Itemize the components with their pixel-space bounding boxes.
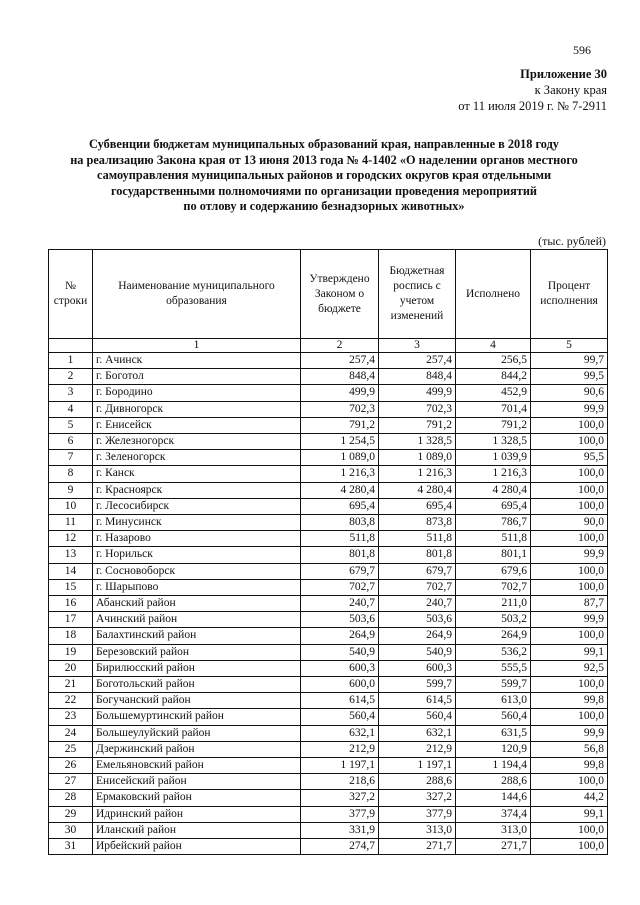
- municipality-name: г. Енисейск: [93, 417, 301, 433]
- page-number: 596: [573, 43, 591, 57]
- execution-percent: 92,5: [531, 660, 608, 676]
- table-row: [49, 498, 608, 514]
- table-row: [49, 741, 608, 757]
- execution-percent: 100,0: [531, 434, 608, 450]
- execution-percent: 99,5: [531, 369, 608, 385]
- column-numbers-row: [49, 339, 608, 353]
- execution-percent: 99,1: [531, 644, 608, 660]
- budget-amount: 1 197,1: [379, 758, 456, 774]
- row-number: 12: [49, 531, 93, 547]
- column-number: 3: [379, 339, 456, 353]
- municipality-name: Богучанский район: [93, 693, 301, 709]
- approved-amount: 801,8: [301, 547, 379, 563]
- approved-amount: 600,3: [301, 660, 379, 676]
- budget-amount: 599,7: [379, 677, 456, 693]
- execution-percent: 100,0: [531, 839, 608, 855]
- table-row: [49, 434, 608, 450]
- approved-amount: 327,2: [301, 790, 379, 806]
- executed-amount: 503,2: [456, 612, 531, 628]
- municipality-name: г. Сосновоборск: [93, 563, 301, 579]
- municipality-name: Березовский район: [93, 644, 301, 660]
- row-number: 3: [49, 385, 93, 401]
- budget-amount: 503,6: [379, 612, 456, 628]
- approved-amount: 257,4: [301, 353, 379, 369]
- executed-amount: 264,9: [456, 628, 531, 644]
- budget-amount: 702,3: [379, 401, 456, 417]
- title-line: по отлову и содержанию безнадзорных животных»: [183, 199, 465, 213]
- municipality-name: Енисейский район: [93, 774, 301, 790]
- approved-amount: 503,6: [301, 612, 379, 628]
- budget-amount: 791,2: [379, 417, 456, 433]
- row-number: 22: [49, 693, 93, 709]
- title-line: государственными полномочиями по организации проведения мероприятий: [110, 183, 538, 198]
- municipality-name: Бирилюсский район: [93, 660, 301, 676]
- header-executed: Исполнено: [456, 250, 531, 339]
- budget-amount: 1 328,5: [379, 434, 456, 450]
- municipality-name: Боготольский район: [93, 677, 301, 693]
- table-row: [49, 547, 608, 563]
- execution-percent: 95,5: [531, 450, 608, 466]
- budget-amount: 313,0: [379, 822, 456, 838]
- approved-amount: 377,9: [301, 806, 379, 822]
- table-row: [49, 466, 608, 482]
- executed-amount: 613,0: [456, 693, 531, 709]
- row-number: 5: [49, 417, 93, 433]
- execution-percent: 100,0: [531, 466, 608, 482]
- appendix-block: [458, 66, 607, 114]
- row-number: 31: [49, 839, 93, 855]
- column-number: 5: [531, 339, 608, 353]
- budget-amount: 873,8: [379, 515, 456, 531]
- municipality-name: Балахтинский район: [93, 628, 301, 644]
- executed-amount: 560,4: [456, 709, 531, 725]
- execution-percent: 56,8: [531, 741, 608, 757]
- executed-amount: 374,4: [456, 806, 531, 822]
- table-row: [49, 660, 608, 676]
- table-row: [49, 596, 608, 612]
- table-row: [49, 612, 608, 628]
- executed-amount: 679,6: [456, 563, 531, 579]
- approved-amount: 1 089,0: [301, 450, 379, 466]
- row-number: 27: [49, 774, 93, 790]
- row-number: 2: [49, 369, 93, 385]
- approved-amount: 511,8: [301, 531, 379, 547]
- executed-amount: 288,6: [456, 774, 531, 790]
- title-line: на реализацию Закона края от 13 июня 2013 года № 4-1402 «О наделении органов местного: [70, 152, 578, 167]
- municipality-name: г. Бородино: [93, 385, 301, 401]
- table-row: [49, 790, 608, 806]
- municipality-name: Емельяновский район: [93, 758, 301, 774]
- budget-amount: 1 216,3: [379, 466, 456, 482]
- row-number: 28: [49, 790, 93, 806]
- table-row: [49, 369, 608, 385]
- executed-amount: 555,5: [456, 660, 531, 676]
- executed-amount: 536,2: [456, 644, 531, 660]
- table-row: [49, 725, 608, 741]
- row-number: 23: [49, 709, 93, 725]
- execution-percent: 100,0: [531, 498, 608, 514]
- approved-amount: 560,4: [301, 709, 379, 725]
- row-number: 20: [49, 660, 93, 676]
- execution-percent: 100,0: [531, 774, 608, 790]
- table-row: [49, 563, 608, 579]
- municipality-name: г. Назарово: [93, 531, 301, 547]
- execution-percent: 100,0: [531, 709, 608, 725]
- approved-amount: 540,9: [301, 644, 379, 660]
- execution-percent: 99,9: [531, 547, 608, 563]
- approved-amount: 679,7: [301, 563, 379, 579]
- approved-amount: 1 216,3: [301, 466, 379, 482]
- budget-amount: 702,7: [379, 579, 456, 595]
- row-number: 10: [49, 498, 93, 514]
- executed-amount: 631,5: [456, 725, 531, 741]
- budget-amount: 848,4: [379, 369, 456, 385]
- table-header-row: [49, 250, 608, 339]
- budget-amount: 240,7: [379, 596, 456, 612]
- table-row: [49, 450, 608, 466]
- header-name: Наименование муниципального образования: [93, 250, 301, 339]
- executed-amount: 702,7: [456, 579, 531, 595]
- row-number: 25: [49, 741, 93, 757]
- table-row: [49, 353, 608, 369]
- municipality-name: г. Дивногорск: [93, 401, 301, 417]
- row-number: 16: [49, 596, 93, 612]
- municipality-name: Ачинский район: [93, 612, 301, 628]
- row-number: 13: [49, 547, 93, 563]
- execution-percent: 44,2: [531, 790, 608, 806]
- execution-percent: 99,9: [531, 725, 608, 741]
- execution-percent: 100,0: [531, 531, 608, 547]
- municipality-name: г. Минусинск: [93, 515, 301, 531]
- row-number: 11: [49, 515, 93, 531]
- approved-amount: 702,7: [301, 579, 379, 595]
- approved-amount: 4 280,4: [301, 482, 379, 498]
- approved-amount: 1 254,5: [301, 434, 379, 450]
- execution-percent: 87,7: [531, 596, 608, 612]
- municipality-name: Абанский район: [93, 596, 301, 612]
- table-row: [49, 531, 608, 547]
- execution-percent: 100,0: [531, 482, 608, 498]
- row-number: 14: [49, 563, 93, 579]
- municipality-name: г. Зеленогорск: [93, 450, 301, 466]
- executed-amount: 599,7: [456, 677, 531, 693]
- table-row: [49, 644, 608, 660]
- approved-amount: 791,2: [301, 417, 379, 433]
- table-row: [49, 822, 608, 838]
- table-row: [49, 401, 608, 417]
- approved-amount: 848,4: [301, 369, 379, 385]
- header-percent: Процент исполнения: [531, 250, 608, 339]
- budget-amount: 257,4: [379, 353, 456, 369]
- executed-amount: 786,7: [456, 515, 531, 531]
- header-budget: Бюджетная роспись с учетом изменений: [379, 250, 456, 339]
- municipality-name: Ирбейский район: [93, 839, 301, 855]
- executed-amount: 271,7: [456, 839, 531, 855]
- executed-amount: 144,6: [456, 790, 531, 806]
- budget-amount: 679,7: [379, 563, 456, 579]
- budget-amount: 632,1: [379, 725, 456, 741]
- execution-percent: 100,0: [531, 563, 608, 579]
- executed-amount: 791,2: [456, 417, 531, 433]
- column-number: 1: [93, 339, 301, 353]
- municipality-name: г. Железногорск: [93, 434, 301, 450]
- municipality-name: Большеулуйский район: [93, 725, 301, 741]
- approved-amount: 600,0: [301, 677, 379, 693]
- executed-amount: 695,4: [456, 498, 531, 514]
- approved-amount: 212,9: [301, 741, 379, 757]
- execution-percent: 100,0: [531, 417, 608, 433]
- table-row: [49, 774, 608, 790]
- row-number: 17: [49, 612, 93, 628]
- subsidies-table: [48, 249, 608, 855]
- executed-amount: 211,0: [456, 596, 531, 612]
- municipality-name: г. Ачинск: [93, 353, 301, 369]
- header-no: № строки: [49, 250, 93, 339]
- row-number: 8: [49, 466, 93, 482]
- execution-percent: 100,0: [531, 628, 608, 644]
- municipality-name: г. Шарыпово: [93, 579, 301, 595]
- execution-percent: 100,0: [531, 677, 608, 693]
- budget-amount: 560,4: [379, 709, 456, 725]
- budget-amount: 499,9: [379, 385, 456, 401]
- executed-amount: 1 039,9: [456, 450, 531, 466]
- executed-amount: 1 216,3: [456, 466, 531, 482]
- approved-amount: 702,3: [301, 401, 379, 417]
- budget-amount: 377,9: [379, 806, 456, 822]
- executed-amount: 4 280,4: [456, 482, 531, 498]
- execution-percent: 90,6: [531, 385, 608, 401]
- row-number: 15: [49, 579, 93, 595]
- executed-amount: 1 328,5: [456, 434, 531, 450]
- execution-percent: 90,0: [531, 515, 608, 531]
- execution-percent: 99,9: [531, 401, 608, 417]
- table-row: [49, 417, 608, 433]
- column-number: 2: [301, 339, 379, 353]
- execution-percent: 100,0: [531, 822, 608, 838]
- row-number: 24: [49, 725, 93, 741]
- appendix-title: Приложение 30: [520, 67, 607, 81]
- budget-amount: 212,9: [379, 741, 456, 757]
- municipality-name: г. Норильск: [93, 547, 301, 563]
- row-number: 19: [49, 644, 93, 660]
- municipality-name: Иланский район: [93, 822, 301, 838]
- executed-amount: 511,8: [456, 531, 531, 547]
- budget-amount: 600,3: [379, 660, 456, 676]
- appendix-line2: от 11 июля 2019 г. № 7-2911: [458, 99, 607, 113]
- table-body: [49, 353, 608, 855]
- column-number: [49, 339, 93, 353]
- municipality-name: Ермаковский район: [93, 790, 301, 806]
- approved-amount: 614,5: [301, 693, 379, 709]
- execution-percent: 99,7: [531, 353, 608, 369]
- units-label: (тыс. рублей): [538, 234, 606, 248]
- table-row: [49, 482, 608, 498]
- row-number: 4: [49, 401, 93, 417]
- approved-amount: 264,9: [301, 628, 379, 644]
- executed-amount: 701,4: [456, 401, 531, 417]
- budget-amount: 4 280,4: [379, 482, 456, 498]
- executed-amount: 844,2: [456, 369, 531, 385]
- approved-amount: 499,9: [301, 385, 379, 401]
- approved-amount: 803,8: [301, 515, 379, 531]
- approved-amount: 695,4: [301, 498, 379, 514]
- row-number: 7: [49, 450, 93, 466]
- table-row: [49, 693, 608, 709]
- budget-amount: 264,9: [379, 628, 456, 644]
- table-row: [49, 579, 608, 595]
- municipality-name: г. Лесосибирск: [93, 498, 301, 514]
- appendix-line1: к Закону края: [534, 83, 607, 97]
- title-line: самоуправления муниципальных районов и городских округов края отдельными: [96, 168, 552, 182]
- approved-amount: 274,7: [301, 839, 379, 855]
- table-row: [49, 515, 608, 531]
- row-number: 29: [49, 806, 93, 822]
- executed-amount: 801,1: [456, 547, 531, 563]
- municipality-name: Идринский район: [93, 806, 301, 822]
- table-row: [49, 709, 608, 725]
- table-row: [49, 677, 608, 693]
- approved-amount: 218,6: [301, 774, 379, 790]
- budget-amount: 288,6: [379, 774, 456, 790]
- table-row: [49, 806, 608, 822]
- column-number: 4: [456, 339, 531, 353]
- budget-amount: 540,9: [379, 644, 456, 660]
- approved-amount: 632,1: [301, 725, 379, 741]
- budget-amount: 271,7: [379, 839, 456, 855]
- header-approved: Утверждено Законом о бюджете: [301, 250, 379, 339]
- municipality-name: г. Боготол: [93, 369, 301, 385]
- execution-percent: 100,0: [531, 579, 608, 595]
- execution-percent: 99,8: [531, 693, 608, 709]
- row-number: 30: [49, 822, 93, 838]
- approved-amount: 240,7: [301, 596, 379, 612]
- table-row: [49, 385, 608, 401]
- approved-amount: 331,9: [301, 822, 379, 838]
- row-number: 1: [49, 353, 93, 369]
- table-row: [49, 628, 608, 644]
- municipality-name: Дзержинский район: [93, 741, 301, 757]
- executed-amount: 256,5: [456, 353, 531, 369]
- table-row: [49, 839, 608, 855]
- row-number: 6: [49, 434, 93, 450]
- executed-amount: 452,9: [456, 385, 531, 401]
- approved-amount: 1 197,1: [301, 758, 379, 774]
- row-number: 21: [49, 677, 93, 693]
- budget-amount: 1 089,0: [379, 450, 456, 466]
- execution-percent: 99,9: [531, 612, 608, 628]
- document-title: [40, 137, 608, 215]
- budget-amount: 695,4: [379, 498, 456, 514]
- executed-amount: 120,9: [456, 741, 531, 757]
- row-number: 26: [49, 758, 93, 774]
- row-number: 9: [49, 482, 93, 498]
- budget-amount: 327,2: [379, 790, 456, 806]
- budget-amount: 801,8: [379, 547, 456, 563]
- budget-amount: 614,5: [379, 693, 456, 709]
- municipality-name: Большемуртинский район: [93, 709, 301, 725]
- municipality-name: г. Канск: [93, 466, 301, 482]
- municipality-name: г. Красноярск: [93, 482, 301, 498]
- executed-amount: 313,0: [456, 822, 531, 838]
- executed-amount: 1 194,4: [456, 758, 531, 774]
- row-number: 18: [49, 628, 93, 644]
- title-line: Субвенции бюджетам муниципальных образований края, направленные в 2018 году: [89, 137, 559, 151]
- execution-percent: 99,1: [531, 806, 608, 822]
- budget-amount: 511,8: [379, 531, 456, 547]
- table-row: [49, 758, 608, 774]
- execution-percent: 99,8: [531, 758, 608, 774]
